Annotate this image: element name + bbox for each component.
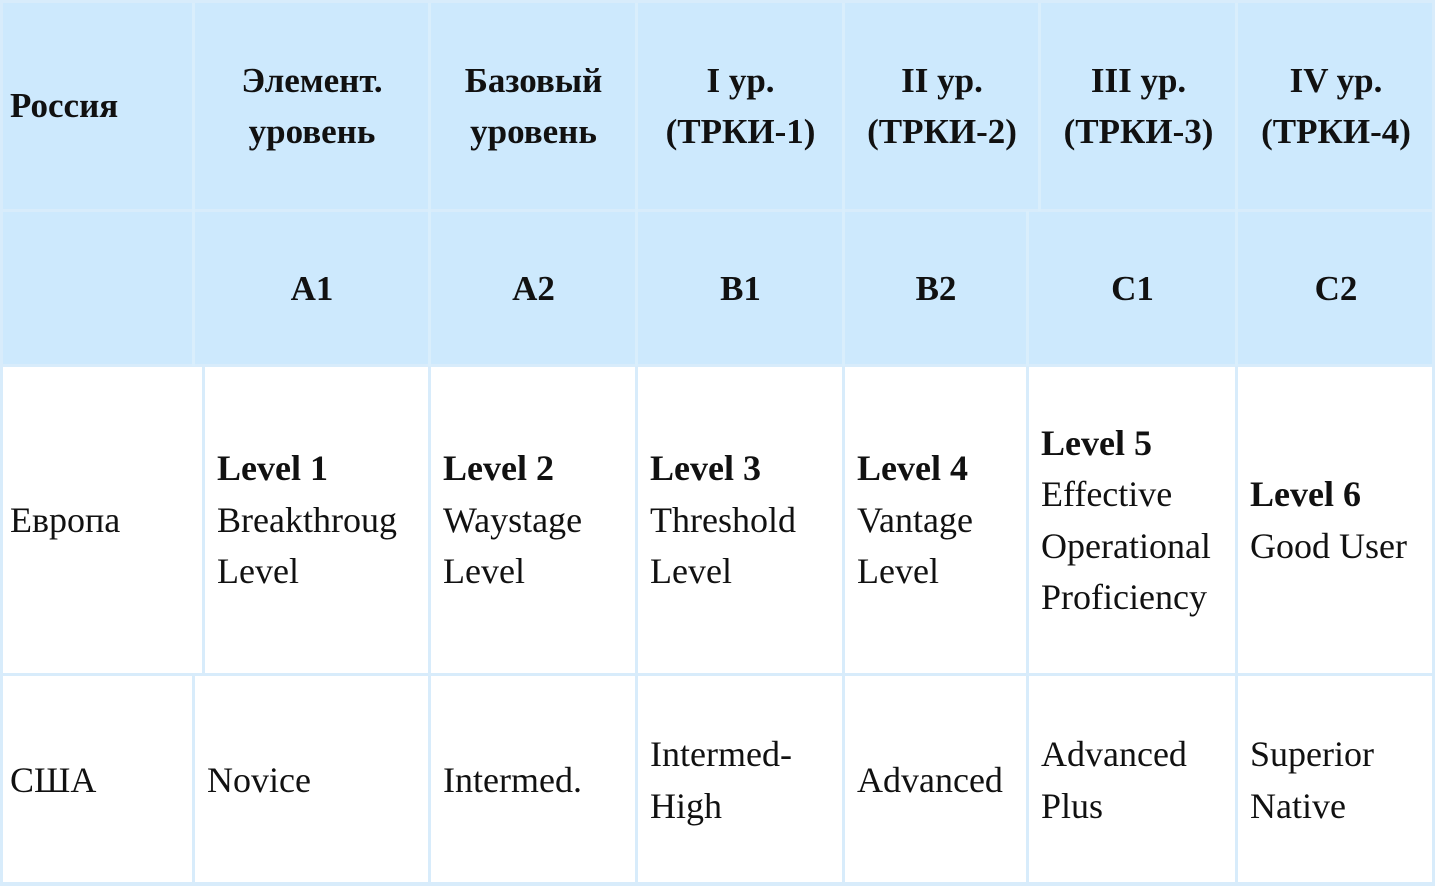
usa-country-cell	[0, 675, 194, 886]
level-description: Vantage	[857, 499, 973, 540]
level-description: Intermed-	[650, 734, 792, 774]
column-divider	[1038, 0, 1041, 211]
column-divider	[635, 0, 638, 366]
level-description: Superior	[1250, 734, 1374, 774]
level-description: Level	[650, 551, 732, 592]
level-description: Native	[1250, 785, 1346, 826]
usa-level-1	[197, 675, 430, 886]
europe-level-3	[640, 366, 844, 675]
level-description: Intermed.	[443, 759, 582, 800]
cefr-code: B1	[720, 269, 761, 308]
cefr-code: C2	[1314, 269, 1358, 308]
level-description: High	[650, 785, 722, 826]
level-name: Базовый	[464, 60, 603, 100]
europe-level-4	[847, 366, 1028, 675]
europe-level-6	[1240, 366, 1435, 675]
header-level-5	[1040, 0, 1237, 211]
column-divider	[635, 366, 638, 886]
level-description: Level	[217, 551, 299, 592]
header-level-3	[637, 0, 844, 211]
cefr-code: A2	[512, 269, 555, 308]
level-description: Novice	[207, 759, 311, 800]
level-description: Advanced	[1041, 734, 1187, 774]
column-divider	[192, 675, 195, 886]
cefr-code: C1	[1111, 269, 1154, 308]
row-divider	[0, 364, 1435, 367]
cefr-code: B2	[915, 269, 957, 308]
level-description: Operational	[1041, 525, 1211, 566]
level-description: Waystage	[443, 499, 583, 540]
row-divider	[0, 673, 1435, 676]
level-name: III ур.	[1090, 60, 1187, 100]
cefr-code-b2	[844, 211, 1028, 366]
column-divider	[1026, 366, 1029, 886]
country-label: Европа	[10, 499, 121, 540]
level-subtitle: уровень	[470, 111, 597, 151]
level-description: Advanced	[857, 759, 1003, 800]
cefr-code-a1	[194, 211, 430, 366]
header-level-4	[844, 0, 1040, 211]
cefr-code-c1	[1028, 211, 1237, 366]
level-name: II ур.	[901, 60, 983, 100]
level-subtitle: (ТРКИ-3)	[1063, 111, 1214, 151]
level-subtitle: (ТРКИ-2)	[867, 111, 1017, 151]
column-divider	[842, 366, 845, 886]
country-label: США	[10, 759, 97, 800]
row-divider	[0, 209, 1435, 212]
level-description: Plus	[1041, 785, 1104, 826]
europe-level-2	[433, 366, 637, 675]
level-subtitle: (ТРКИ-4)	[1261, 111, 1411, 151]
usa-level-5	[1031, 675, 1237, 886]
level-description: Level	[443, 551, 525, 592]
level-description: Threshold	[650, 499, 796, 540]
column-divider	[428, 366, 431, 886]
cefr-country-cell	[0, 211, 194, 366]
cefr-code-a2	[430, 211, 637, 366]
usa-level-4	[847, 675, 1028, 886]
column-divider	[192, 0, 195, 366]
usa-level-3	[640, 675, 844, 886]
level-description: Level	[857, 551, 939, 592]
level-number: Level 4	[857, 448, 968, 489]
column-divider	[202, 366, 205, 675]
europe-country-cell	[0, 366, 204, 675]
column-divider	[428, 0, 431, 366]
column-divider	[1235, 0, 1238, 366]
level-name: IV ур.	[1289, 60, 1383, 100]
europe-level-1	[207, 366, 430, 675]
header-level-1	[194, 0, 430, 211]
header-country-russia	[0, 0, 194, 211]
level-number: Level 1	[217, 448, 328, 489]
column-divider	[1235, 366, 1238, 886]
level-description: Breakthroug	[217, 499, 397, 540]
cefr-code: A1	[290, 269, 334, 308]
cefr-code-c2	[1237, 211, 1435, 366]
level-subtitle: уровень	[248, 111, 376, 151]
level-number: Level 6	[1250, 474, 1361, 514]
level-description: Good User	[1250, 525, 1407, 566]
header-level-2	[430, 0, 637, 211]
level-description: Effective	[1041, 474, 1173, 514]
cefr-code-b1	[637, 211, 844, 366]
column-divider	[842, 0, 845, 366]
level-number: Level 3	[650, 448, 761, 489]
level-number: Level 2	[443, 448, 554, 489]
level-name: I ур.	[706, 60, 775, 100]
level-number: Level 5	[1041, 422, 1152, 463]
usa-level-2	[433, 675, 637, 886]
level-description: Proficiency	[1041, 577, 1207, 617]
level-name: Элемент.	[241, 60, 383, 100]
usa-level-6	[1240, 675, 1435, 886]
column-divider	[1026, 211, 1029, 366]
level-subtitle: (ТРКИ-1)	[665, 111, 816, 151]
europe-level-5	[1031, 366, 1237, 675]
header-level-6	[1237, 0, 1435, 211]
country-label: Россия	[10, 86, 119, 125]
